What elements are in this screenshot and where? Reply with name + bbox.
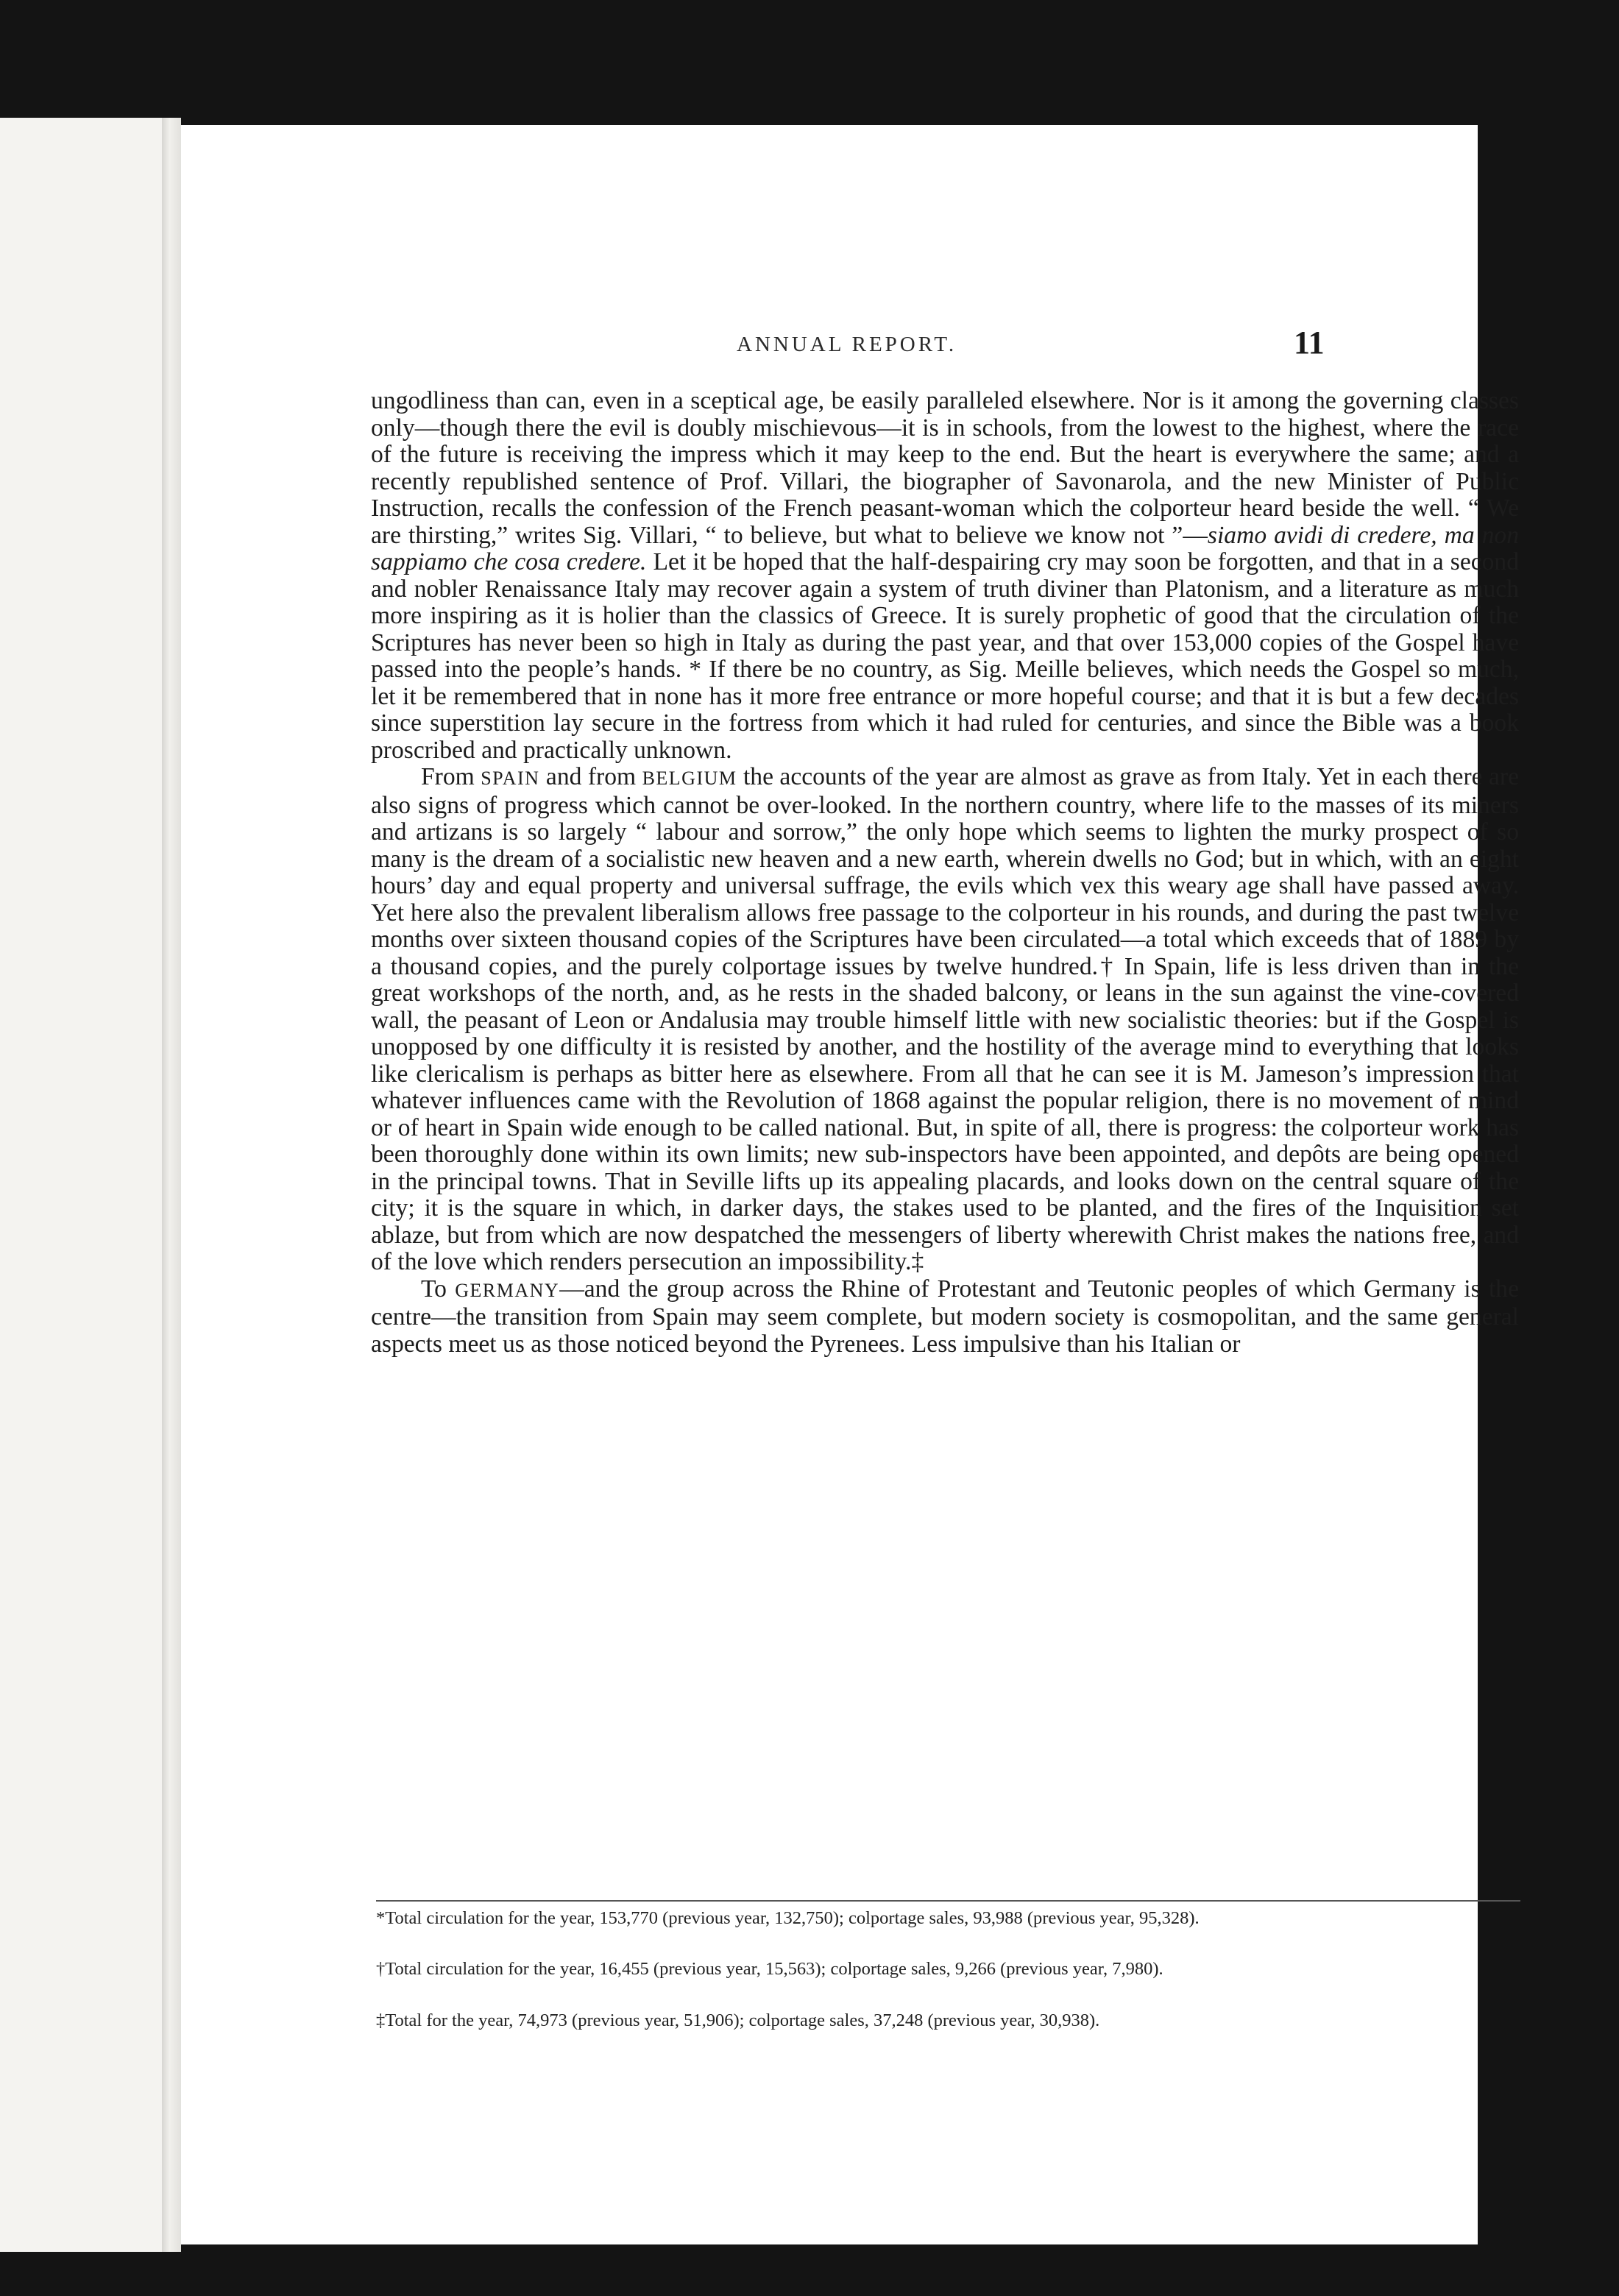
text-run: the accounts of the year are almost as grave as from Italy. Yet in each there are also signs of progress which cannot be over-looked. In the northern country, where life to the masses of its miners and artizans is so largely “ labour and sorrow,” the only hope which seems to lighten the murky prospect of so many is the dream of a socialistic new heaven and a new earth, wherein dwells no God; but in which, with an eight hours’ day and equal property and universal suffrage, the evils which vex this weary age shall have passed away. Yet here also the prevalent liberalism allows free passage to the colporteur in his rounds, and during the past twelve months over sixteen thousand copies of the Scriptures have been circulated—a total which exceeds that of 1889 by a thousand copies, and the purely colportage issues by twelve hundred.† In Spain, life is less driven than in the great workshops of the north, and, as he rests in the shaded balcony, or leans in the sun against the vine-covered wall, the peasant of Leon or Andalusia may trouble himself little with new socialistic theories: but if the Gospel is unopposed by one difficulty it is resisted by another, and the hostility of the average mind to everything that looks like clericalism is perhaps as bitter here as elsewhere. From all that he can see it is M. Jameson’s impression that whatever influences came with the Revolution of 1868 against the popular religion, there is no movement of mind or of heart in Spain wide enough to be called national. But, in spite of all, there is progress: the colporteur work has been thoroughly done within its own limits; new sub-inspectors have been appointed, and depôts are being opened in the principal towns. That in Seville lifts up its appealing placards, and looks down on the central square of the city; it is the square in which, in darker days, the stakes used to be planted, and the fires of the Inquisition set ablaze, but from which are now despatched the messengers of liberty wherewith Christ makes the nations free, and of the love which renders persecution an impossibility.‡: [371, 763, 1519, 1275]
text-run: —and the group across the Rhine of Protestant and Teutonic peoples of which Germany is the centre—the transition from Spain may seem complete, but modern society is cosmopolitan, and the same general aspects meet us as those noticed beyond the Pyrenees. Less impulsive than his Italian or: [371, 1275, 1519, 1358]
facing-page-edge: [0, 118, 171, 2252]
text-run: and from: [539, 763, 642, 790]
footnote-belgium: †Total circulation for the year, 16,455 (previous year, 15,563); colportage sales, 9,266 (previous year, 7,980).: [376, 1959, 1163, 1979]
text-run: From: [421, 763, 481, 790]
text-run: SPAIN: [481, 768, 540, 789]
text-run: Let it be hoped that the half-despairing cry may soon be forgotten, and that in a second and nobler Renaissance Italy may recover again a system of truth diviner than Platonism, and a literature as much more inspiring as it is holier than the classics of Greece. It is surely prophetic of good that the circulation of the Scriptures has never been so high in Italy as during the past year, and that over 153,000 copies of the Gospel have passed into the people’s hands. * If there be no country, as Sig. Meille believes, which needs the Gospel so much, let it be remembered that in none has it more free entrance or more hopeful course; and that it is but a few decades since superstition lay secure in the fortress from which it had ruled for centuries, and since the Bible was a book proscribed and practically unknown.: [371, 548, 1519, 764]
running-title: ANNUAL REPORT.: [737, 333, 957, 356]
body-text: [371, 388, 1519, 1358]
footnote-spain: ‡Total for the year, 74,973 (previous year, 51,906); colportage sales, 37,248 (previous year, 30,938).: [376, 2010, 1100, 2030]
paragraph-2: [371, 764, 1519, 1276]
running-head: [181, 324, 1478, 368]
footnote-rule: [376, 1900, 1520, 1902]
text-run: ungodliness than can, even in a sceptical age, be easily paralleled elsewhere. Nor is it among the governing classes only—though there the evil is doubly mischievous—it is in schools, from the lowest to the highest, where the race of the future is receiving the impress which it may keep to the end. But the heart is everywhere the same; and a recently republished sentence of Prof. Villari, the biographer of Savonarola, and the new Minister of Public Instruction, recalls the confession of the French peasant-woman which the colporteur heard beside the well. “ We are thirsting,” writes Sig. Villari, “ to believe, but what to believe we know not ”—: [371, 387, 1519, 549]
page-number: 11: [1294, 325, 1325, 361]
document-page: [181, 125, 1519, 2244]
text-run: To: [421, 1275, 456, 1303]
text-run: BELGIUM: [642, 768, 737, 789]
text-run: GERMANY: [455, 1279, 560, 1301]
paragraph-1: [371, 388, 1519, 764]
book-gutter: [162, 118, 181, 2252]
text-run: siamo avidi di credere, ma non sappiamo che cosa credere.: [371, 521, 1519, 575]
paragraph-3: [371, 1276, 1519, 1358]
footnote-italy: *Total circulation for the year, 153,770 (previous year, 132,750); colportage sales, 93,988 (previous year, 95,328).: [376, 1908, 1200, 1928]
